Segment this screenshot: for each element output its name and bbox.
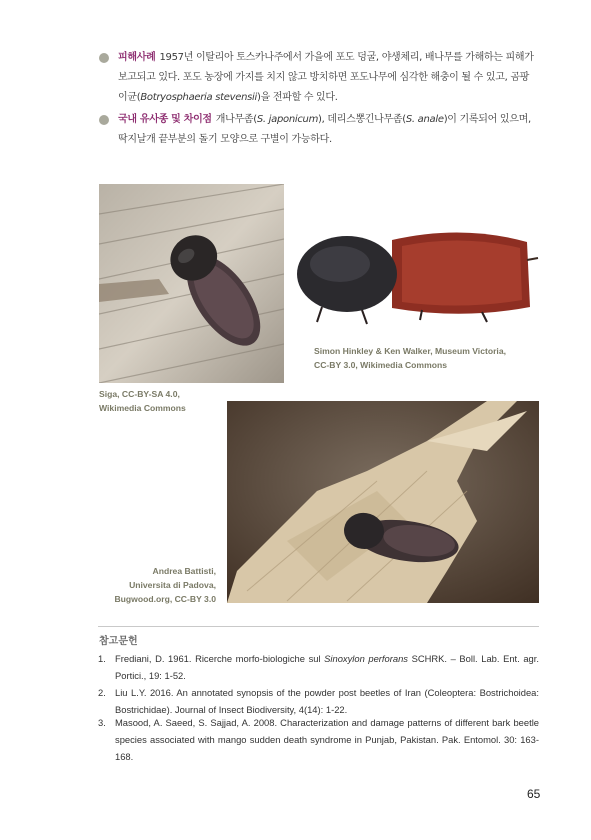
photo-credit-1: [99, 387, 186, 415]
bullet-dot: [99, 115, 109, 125]
reference-item: [98, 714, 539, 765]
scientific-name: S. anale: [405, 114, 444, 125]
credit-line: Siga, CC-BY-SA 4.0,: [99, 389, 180, 399]
section-heading: 피해사례: [118, 52, 156, 63]
credit-line: Wikimedia Commons: [99, 403, 186, 413]
text-line: 1957년 이탈리아 토스카나주에서 가을에 포도 덩굴, 야생체리, 배나무를 가해하는 피해가: [159, 52, 534, 63]
credit-line: Universita di Padova,: [129, 580, 216, 590]
photo-credit-3: [100, 564, 216, 606]
credit-line: CC-BY 3.0, Wikimedia Commons: [314, 360, 447, 370]
reference-item: [98, 684, 539, 718]
scientific-name: S. japonicum: [256, 114, 319, 125]
text-fragment: ), 데리스뽕긴나무좀(: [318, 114, 406, 125]
text-line: 보고되고 있다. 포도 농장에 가지를 치지 않고 방치하면 포도나무에 심각한 해충이 될 수 있고, 곰팡: [118, 72, 530, 83]
page-number: 65: [527, 787, 541, 801]
divider: [98, 626, 539, 627]
reference-italic: Sinoxylon perforans: [324, 653, 408, 664]
bullet-dot: [99, 53, 109, 63]
section-heading: 국내 유사종 및 차이점: [118, 114, 212, 125]
references-title: 참고문헌: [99, 636, 138, 647]
text-fragment: 개나무좀(: [215, 114, 257, 125]
photo-credit-2: [314, 344, 506, 372]
text-fragment: )을 전파할 수 있다.: [257, 92, 338, 103]
credit-line: Bugwood.org, CC-BY 3.0: [114, 594, 216, 604]
credit-line: Simon Hinkley & Ken Walker, Museum Victoria,: [314, 346, 506, 356]
scientific-name: Botryosphaeria stevensii: [140, 92, 258, 103]
beetle-photo-3: [227, 401, 539, 603]
beetle-photo-2: [292, 212, 542, 332]
similar-species-paragraph: [118, 110, 548, 150]
text-fragment: 이균(: [118, 92, 141, 103]
reference-text: Frediani, D. 1961. Ricerche morfo-biologiche sul: [115, 653, 325, 664]
credit-line: Andrea Battisti,: [152, 566, 216, 576]
damage-case-paragraph: [118, 48, 548, 108]
reference-item: [98, 650, 539, 684]
text-fragment: )이 기록되어 있으며,: [443, 114, 531, 125]
reference-number: 1.: [98, 653, 106, 664]
reference-text: SCHRK. – Boll. Lab. Ent. agr. Portici., 19: 1-52.: [115, 653, 539, 681]
reference-number: 3.: [98, 717, 106, 728]
reference-number: 2.: [98, 687, 106, 698]
text-line: 딱지날개 끝부분의 돌기 모양으로 구별이 가능하다.: [118, 134, 332, 145]
beetle-photo-1: [99, 184, 284, 383]
reference-text: Masood, A. Saeed, S. Sajjad, A. 2008. Characterization and damage patterns of different bark beetle species associated with mango sudden death syndrome in Punjab, Pakistan. Pak. Entomol. 30: 163-168.: [115, 717, 539, 762]
reference-text: Liu L.Y. 2016. An annotated synopsis of the powder post beetles of Iran (Coleoptera: Bostrichoidea: Bostrichidae). Journal of Insect Biodiversity, 4(14): 1-22.: [115, 687, 539, 715]
